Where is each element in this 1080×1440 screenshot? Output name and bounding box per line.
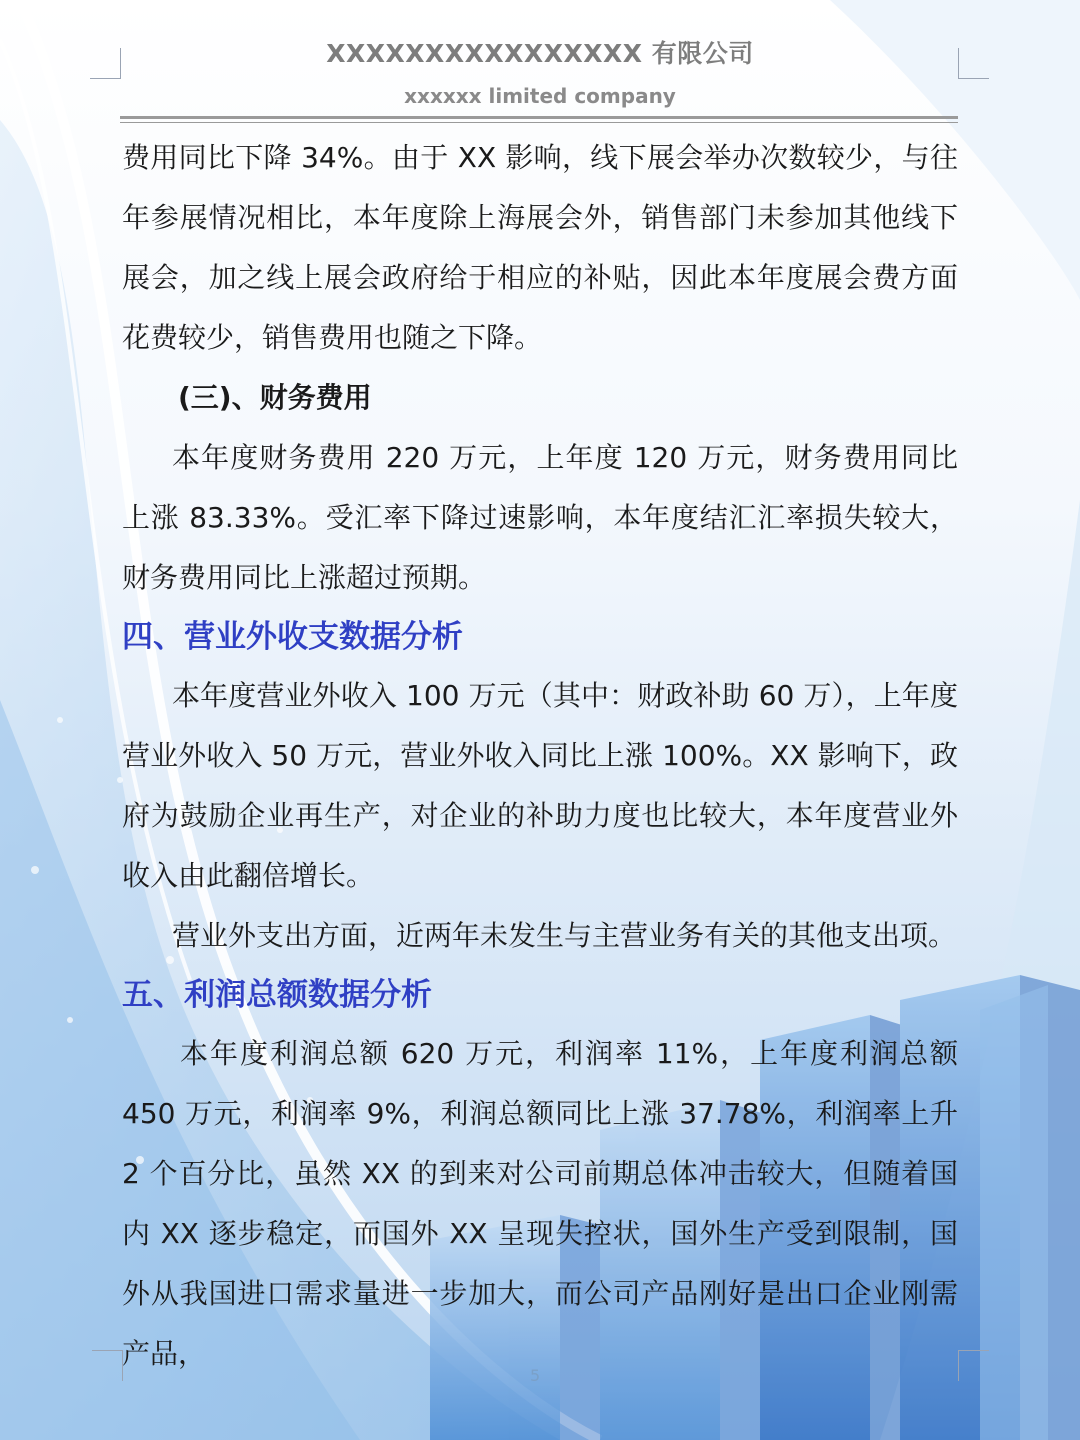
subheading-financial-expense: (三)、财务费用 — [178, 381, 372, 414]
paragraph-financial-expense: 本年度财务费用 220 万元，上年度 120 万元，财务费用同比上涨 83.33%。受汇率下降过速影响，本年度结汇汇率损失较大，财务费用同比上涨超过预期。 — [122, 441, 958, 594]
company-name: XXXXXXXXXXXXXXXX 有限公司 — [326, 39, 754, 68]
page-number: 5 — [530, 1366, 541, 1385]
crop-mark-bottom-right — [958, 1350, 989, 1381]
header-rule-thick — [120, 116, 958, 119]
company-name-en: xxxxxx limited company — [404, 84, 676, 108]
page-header — [0, 34, 1080, 108]
section-heading-total-profit: 五、利润总额数据分析 — [122, 977, 432, 1013]
section-heading-non-operating: 四、营业外收支数据分析 — [122, 619, 463, 655]
header-rule-thin — [120, 122, 958, 123]
paragraph-non-operating-expense: 营业外支出方面，近两年未发生与主营业务有关的其他支出项。 — [172, 919, 957, 952]
paragraph-non-operating-income: 本年度营业外收入 100 万元（其中：财政补助 60 万），上年度营业外收入 50 万元，营业外收入同比上涨 100%。XX 影响下，政府为鼓励企业再生产，对企业的补助力度也比较大，本年度营业外收入由此翻倍增长。 — [122, 679, 958, 892]
document-body — [122, 128, 958, 1384]
paragraph-sales-expense: 费用同比下降 34%。由于 XX 影响，线下展会举办次数较少，与往年参展情况相比，本年度除上海展会外，销售部门未参加其他线下展会，加之线上展会政府给于相应的补贴，因此本年度展会费方面花费较少，销售费用也随之下降。 — [122, 141, 958, 354]
crop-mark-bottom-left — [92, 1350, 123, 1381]
paragraph-total-profit: 本年度利润总额 620 万元，利润率 11%，上年度利润总额 450 万元，利润率 9%，利润总额同比上涨 37.78%，利润率上升 2 个百分比，虽然 XX 的到来对公司前期总体冲击较大，但随着国内 XX 逐步稳定，而国外 XX 呈现失控状，国外生产受到限制，国外从我国进口需求量进一步加大，而公司产品刚好是出口企业刚需产品， — [122, 1037, 958, 1370]
